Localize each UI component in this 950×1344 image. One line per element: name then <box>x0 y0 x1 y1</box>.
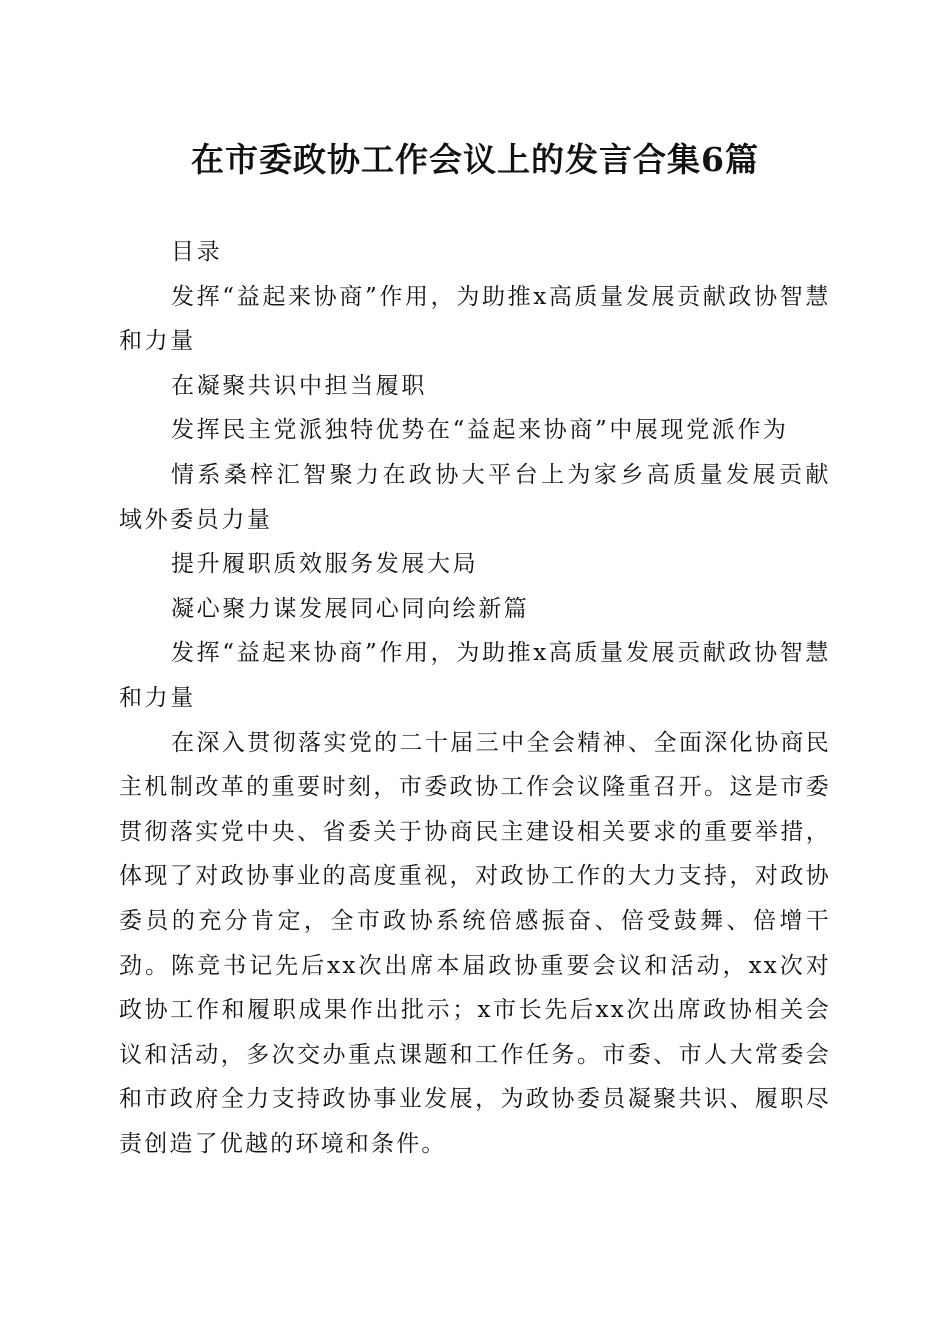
toc-label: 目录 <box>171 239 223 265</box>
toc-item: 凝心聚力谋发展同心同向绘新篇 <box>171 595 530 622</box>
toc-item: 提升履职质效服务发展大局 <box>171 551 479 578</box>
document-body <box>119 230 831 1166</box>
toc-item: 情系桑梓汇智聚力在政协大平台上为家乡高质量发展贡献域外委员力量 <box>119 461 831 533</box>
body-paragraph: 在深入贯彻落实党的二十届三中全会精神、全面深化协商民主机制改革的重要时刻，市委政协工作会议隆重召开。这是市委贯彻落实党中央、省委关于协商民主建设相关要求的重要举措，体现了对政协事业的高度重视，对政协工作的大力支持，对政协委员的充分肯定，全市政协系统倍感振奋、倍受鼓舞、倍增干劲。陈竞书记先后xx次出席本届政协重要会议和活动，xx次对政协工作和履职成果作出批示；x市长先后xx次出席政协相关会议和活动，多次交办重点课题和工作任务。市委、市人大常委会和市政府全力支持政协事业发展，为政协委员凝聚共识、履职尽责创造了优越的环境和条件。 <box>119 729 831 1157</box>
toc-item: 发挥“益起来协商”作用，为助推x高质量发展贡献政协智慧和力量 <box>119 283 831 355</box>
section-heading: 发挥“益起来协商”作用，为助推x高质量发展贡献政协智慧和力量 <box>119 640 831 711</box>
toc-item: 发挥民主党派独特优势在“益起来协商”中展现党派作为 <box>171 417 789 444</box>
document-title: 在市委政协工作会议上的发言合集6篇 <box>191 140 759 179</box>
toc-item: 在凝聚共识中担当履职 <box>171 372 427 399</box>
